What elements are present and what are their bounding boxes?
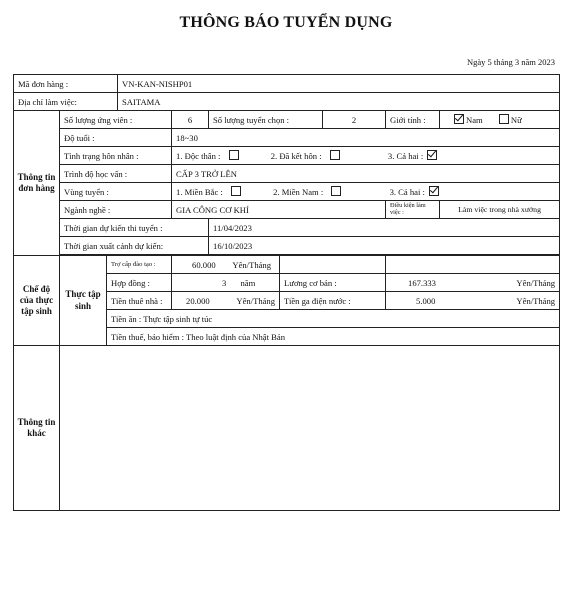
document-date: Ngày 5 tháng 3 năm 2023: [466, 57, 555, 67]
workplace-label: Địa chỉ làm việc:: [14, 93, 118, 111]
allowance-blank-1: [280, 256, 386, 274]
allowance-blank-2: [386, 256, 560, 274]
region-both-checkbox[interactable]: [429, 186, 439, 196]
utility-value: 5.000: [416, 295, 436, 306]
contract-unit: năm: [240, 277, 256, 288]
gender-female-checkbox[interactable]: [499, 114, 509, 124]
candidates-value: 6: [172, 111, 209, 129]
workplace-value: SAITAMA: [118, 93, 560, 111]
education-value: CẤP 3 TRỞ LÊN: [172, 165, 560, 183]
marital-married-label: 2. Đã kết hôn :: [270, 151, 322, 161]
region-south-label: 2. Miền Nam :: [273, 187, 324, 197]
utility-cell: [386, 292, 560, 310]
allowance-label: Trợ cấp đào tạo :: [107, 256, 172, 274]
age-label: Độ tuổi :: [60, 129, 172, 147]
selected-value: 2: [323, 111, 386, 129]
conditions-label: Điều kiện làm việc :: [386, 201, 440, 219]
contract-label: Hợp đồng :: [107, 274, 172, 292]
conditions-value: Làm việc trong nhà xưởng: [440, 201, 560, 219]
salary-unit: Yên/Tháng: [516, 277, 556, 288]
rent-cell: [172, 292, 280, 310]
page-title: THÔNG BÁO TUYỂN DỤNG: [179, 14, 393, 31]
order-code-value: VN-KAN-NISHP01: [118, 75, 560, 93]
departure-date-label: Thời gian xuất cảnh dự kiến:: [60, 237, 209, 255]
region-options: [172, 183, 560, 201]
age-value: 18~30: [172, 129, 560, 147]
region-north-label: 1. Miền Bắc :: [176, 187, 223, 197]
allowance-unit: Yên/Tháng: [232, 259, 272, 270]
gender-options: [440, 111, 560, 129]
marital-both-checkbox[interactable]: [427, 150, 437, 160]
allowance-cell: [172, 256, 280, 274]
marital-single-checkbox[interactable]: [229, 150, 239, 160]
education-label: Trình độ học vấn :: [60, 165, 172, 183]
order-code-label: Mã đơn hàng :: [14, 75, 118, 93]
salary-label: Lương cơ bản :: [280, 274, 386, 292]
recruitment-form-table: [13, 74, 560, 511]
exam-date-label: Thời gian dự kiến thi tuyển :: [60, 219, 209, 237]
salary-cell: [386, 274, 560, 292]
other-info-content: [60, 346, 560, 511]
utility-unit: Yên/Tháng: [516, 295, 556, 306]
rent-unit: Yên/Tháng: [236, 295, 276, 306]
candidates-label: Số lượng ứng viên :: [60, 111, 172, 129]
section-order-heading: Thông tin đơn hàng: [14, 111, 60, 256]
departure-date-value: 16/10/2023: [209, 237, 560, 255]
section-trainee-heading: Chế độ của thực tập sinh: [14, 256, 60, 346]
section-other-heading: Thông tin khác: [14, 346, 60, 511]
marital-single-label: 1. Độc thân :: [176, 151, 221, 161]
trainee-sub-heading: Thực tập sinh: [60, 256, 107, 346]
tax-text: Tiền thuế, bảo hiểm : Theo luật định của Nhật Bản: [107, 328, 560, 346]
rent-label: Tiền thuê nhà :: [107, 292, 172, 310]
contract-value: 3: [222, 277, 227, 288]
marital-married-checkbox[interactable]: [330, 150, 340, 160]
gender-male-label: Nam: [466, 115, 483, 125]
job-value: GIA CÔNG CƠ KHÍ: [172, 201, 386, 219]
allowance-value: 60.000: [192, 259, 216, 270]
contract-cell: [172, 274, 280, 292]
region-label: Vùng tuyển :: [60, 183, 172, 201]
utility-label: Tiền ga điện nước :: [280, 292, 386, 310]
region-both-label: 3. Cả hai :: [389, 187, 425, 197]
rent-value: 20.000: [186, 295, 210, 306]
marital-label: Tình trạng hôn nhân :: [60, 147, 172, 165]
gender-label: Giới tính :: [386, 111, 440, 129]
gender-female-label: Nữ: [510, 115, 522, 125]
marital-both-label: 3. Cả hai :: [387, 151, 424, 161]
salary-value: 167.333: [408, 277, 436, 288]
region-south-checkbox[interactable]: [331, 186, 341, 196]
region-north-checkbox[interactable]: [231, 186, 241, 196]
exam-date-value: 11/04/2023: [209, 219, 560, 237]
food-text: Tiền ăn : Thực tập sinh tự túc: [107, 310, 560, 328]
marital-options: [172, 147, 560, 165]
gender-male-checkbox[interactable]: [454, 114, 464, 124]
job-label: Ngành nghề :: [60, 201, 172, 219]
selected-label: Số lượng tuyển chọn :: [209, 111, 323, 129]
